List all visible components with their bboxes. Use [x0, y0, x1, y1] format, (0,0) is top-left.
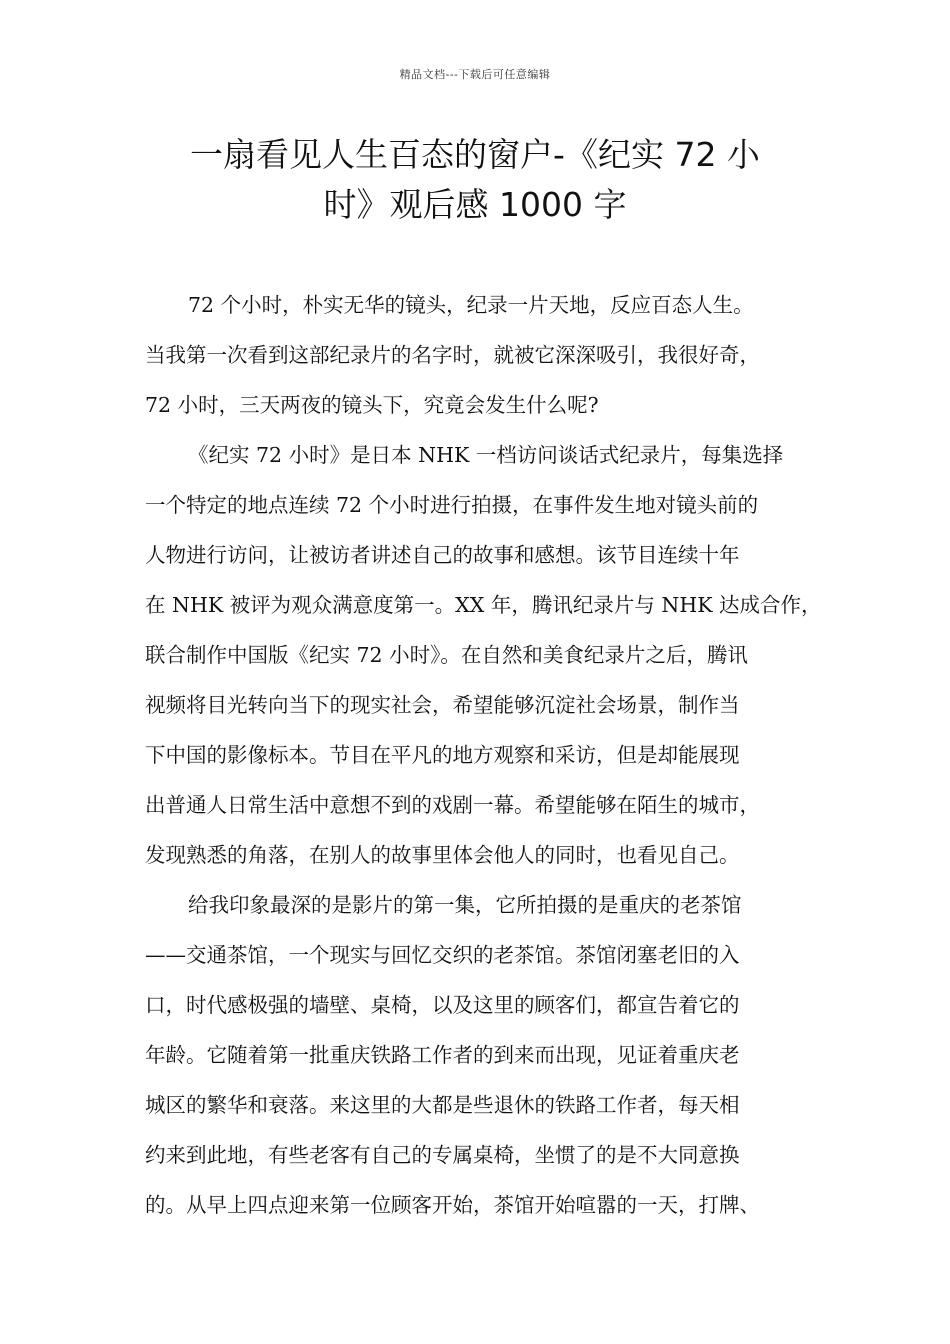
- text-line: 年龄。它随着第一批重庆铁路工作者的到来而出现，见证着重庆老: [145, 1043, 740, 1067]
- text-line: 在 NHK 被评为观众满意度第一。XX 年，腾讯纪录片与 NHK 达成合作，: [145, 593, 822, 617]
- text-line: 《纪实 72 小时》是日本 NHK 一档访问谈话式纪录片，每集选择: [188, 443, 784, 467]
- text-line: 约来到此地，有些老客有自己的专属桌椅，坐惯了的是不大同意换: [145, 1143, 740, 1167]
- text-line: 发现熟悉的角落，在别人的故事里体会他人的同时，也看见自己。: [145, 843, 740, 867]
- text-line: 口，时代感极强的墙壁、桌椅，以及这里的顾客们，都宣告着它的: [145, 993, 740, 1017]
- text-line: 当我第一次看到这部纪录片的名字时，就被它深深吸引，我很好奇，: [145, 343, 760, 367]
- text-line: 下中国的影像标本。节目在平凡的地方观察和采访，但是却能展现: [145, 743, 740, 767]
- header-note: 精品文档---下载后可任意编辑: [399, 68, 551, 81]
- text-line: 人物进行访问，让被访者讲述自己的故事和感想。该节目连续十年: [145, 543, 740, 567]
- text-line: ——交通茶馆，一个现实与回忆交织的老茶馆。茶馆闭塞老旧的入: [145, 943, 740, 967]
- text-line: 72 小时，三天两夜的镜头下，究竟会发生什么呢?: [145, 393, 599, 417]
- title-line-1: 一扇看见人生百态的窗户-《纪实 72 小: [190, 135, 760, 174]
- text-line: 联合制作中国版《纪实 72 小时》。在自然和美食纪录片之后，腾讯: [145, 643, 748, 667]
- paragraph-3: [145, 880, 825, 1230]
- paragraph-1: [145, 280, 825, 430]
- text-line: 城区的繁华和衰落。来这里的大都是些退休的铁路工作者，每天相: [145, 1093, 740, 1117]
- paragraph-2: [145, 430, 825, 880]
- document-title: [120, 130, 830, 230]
- text-line: 一个特定的地点连续 72 个小时进行拍摄，在事件发生地对镜头前的: [145, 493, 759, 517]
- document-body: [145, 280, 825, 1230]
- text-line: 72 个小时，朴实无华的镜头，纪录一片天地，反应百态人生。: [188, 293, 754, 317]
- title-line-2: 时》观后感 1000 字: [323, 185, 627, 224]
- text-line: 出普通人日常生活中意想不到的戏剧一幕。希望能够在陌生的城市，: [145, 793, 760, 817]
- text-line: 视频将目光转向当下的现实社会，希望能够沉淀社会场景，制作当: [145, 693, 740, 717]
- text-line: 的。从早上四点迎来第一位顾客开始，茶馆开始喧嚣的一天，打牌、: [145, 1193, 760, 1217]
- text-line: 给我印象最深的是影片的第一集，它所拍摄的是重庆的老茶馆: [188, 893, 742, 917]
